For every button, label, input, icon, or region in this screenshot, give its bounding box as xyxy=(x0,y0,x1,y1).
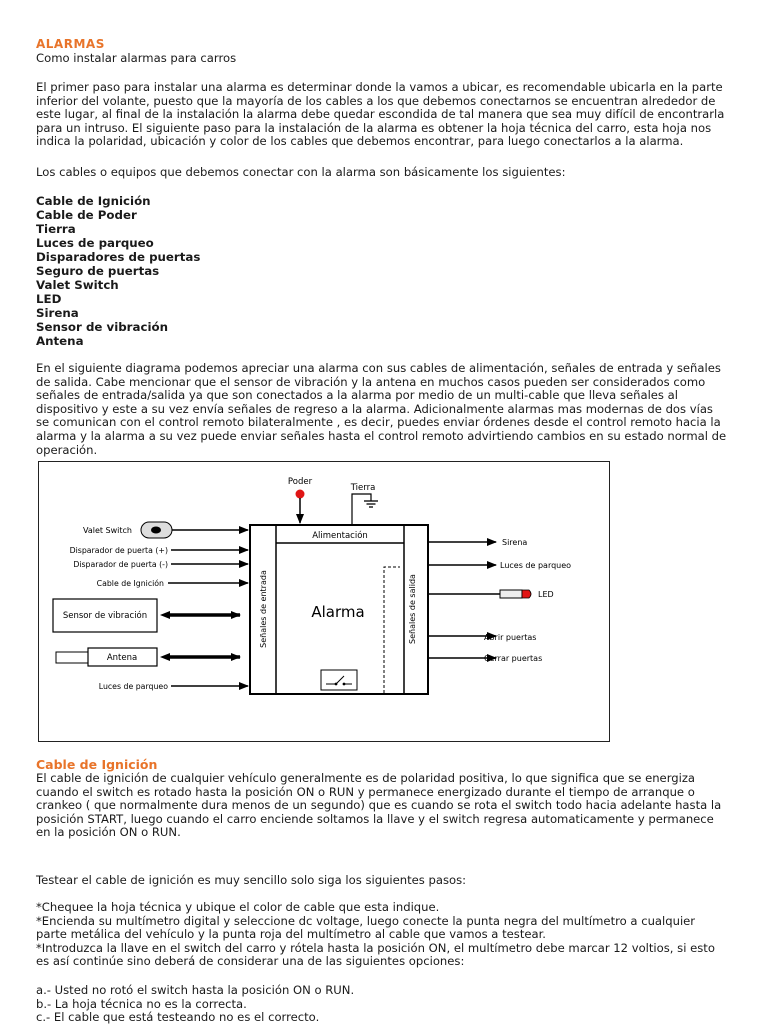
cables-intro: Los cables o equipos que debemos conectar con la alarma son básicamente los siguientes: xyxy=(36,165,566,179)
list-item: Cable de Poder xyxy=(36,208,137,222)
paragraph-line: El cable de ignición de cualquier vehículo generalmente es de polaridad positiva, lo que significa que se energiza xyxy=(36,771,696,785)
list-item: Sirena xyxy=(36,306,79,320)
list-item: Seguro de puertas xyxy=(36,264,160,278)
list-item: Disparadores de puertas xyxy=(36,250,201,264)
luces-output-label: Luces de parqueo xyxy=(500,561,572,570)
alimentacion-label: Alimentación xyxy=(312,531,368,541)
list-item: Luces de parqueo xyxy=(36,236,154,250)
luces-input-label: Luces de parqueo xyxy=(98,682,168,691)
page-title: ALARMAS xyxy=(36,37,105,51)
step-line: *Chequee la hoja técnica y ubique el color de cable que esta indique. xyxy=(36,900,440,914)
list-item: Valet Switch xyxy=(36,278,119,292)
intro-line: indica la polaridad, ubicación y color de los cables que debemos encontrar, para luego conectarlos a la alarma. xyxy=(36,134,684,149)
step-line: parte metálica del vehículo y la punta roja del multímetro al cable que vamos a testear. xyxy=(36,927,546,942)
salida-label: Señales de salida xyxy=(408,574,417,644)
antena-label: Antena xyxy=(106,653,138,663)
cerrar-label: Cerrar puertas xyxy=(484,654,543,663)
diagram-paragraph xyxy=(36,362,736,457)
step-line: *Encienda su multímetro digital y seleccione dc voltage, luego conecte la punta negra del multímetro a cualquier xyxy=(36,913,696,928)
step-line: es así continúe sino deberá de considerar una de las siguientes opciones: xyxy=(36,954,465,969)
options-list xyxy=(36,984,736,1025)
paragraph-line: alarma y la alarma a su vez puede enviar señales hasta el control remoto advirtiendo cambios en su estado normal de xyxy=(36,428,727,443)
intro-line: El primer paso para instalar una alarma es determinar donde la vamos a ubicar, es recomendable ubicarla en la parte xyxy=(36,80,723,94)
disparador-neg-label: Disparador de puerta (-) xyxy=(73,560,168,569)
list-item: Tierra xyxy=(36,222,76,236)
sensor-label: Sensor de vibración xyxy=(62,611,148,621)
list-item: Cable de Ignición xyxy=(36,194,151,208)
page-subtitle: Como instalar alarmas para carros xyxy=(36,51,237,65)
sirena-label: Sirena xyxy=(502,538,528,547)
valet-switch-label: Valet Switch xyxy=(82,526,132,535)
step-line: *Introduzca la llave en el switch del carro y rótela hasta la posición ON, el multímetro debe marcar 12 voltios, si esto xyxy=(36,940,715,955)
relay-switch-icon xyxy=(321,670,357,690)
paragraph-line: posición START, luego cuando el carro enciende soltamos la llave y el switch regresa automaticamente y permanece xyxy=(36,811,714,826)
disparador-pos-label: Disparador de puerta (+) xyxy=(69,546,168,555)
power-icon xyxy=(296,490,305,499)
intro-line: para un intruso. El siguiente paso para la instalación de la alarma es obtener la hoja técnica del carro, esta hoja nos xyxy=(36,120,712,135)
test-intro: Testear el cable de ignición es muy sencillo solo siga los siguientes pasos: xyxy=(36,873,467,887)
led-label: LED xyxy=(538,590,554,599)
list-item: Antena xyxy=(36,334,84,348)
led-icon xyxy=(500,590,531,598)
list-item: LED xyxy=(36,292,62,306)
list-item: Sensor de vibración xyxy=(36,320,168,334)
paragraph-line: cuando el switch es rotado hasta la posición ON o RUN y permanece energizado durante el tiempo de arranque o xyxy=(36,784,695,799)
alarma-label: Alarma xyxy=(311,603,365,621)
tierra-label: Tierra xyxy=(350,483,376,493)
ignicion-input-label: Cable de Ignición xyxy=(96,579,164,588)
paragraph-line: En el siguiente diagrama podemos apreciar una alarma con sus cables de alimentación, señales de entrada y señales xyxy=(36,361,721,375)
abrir-label: Abrir puertas xyxy=(484,633,537,642)
intro-paragraph xyxy=(36,81,736,149)
paragraph-line: señales de entrada/salida ya que son conectados a la alarma por medio de un multi-cable que lleva señales al xyxy=(36,388,678,403)
ignicion-paragraph xyxy=(36,772,736,840)
test-steps xyxy=(36,901,736,969)
list-item: c.- El cable que está testeando no es el correcto. xyxy=(36,1010,320,1025)
intro-line: inferior del volante, puesto que la mayoría de los cables a los que debemos conectarnos se encuentran alrededor de xyxy=(36,93,716,108)
paragraph-line: operación. xyxy=(36,442,98,457)
cables-list xyxy=(36,194,736,348)
section-title-ignicion: Cable de Ignición xyxy=(36,757,158,772)
paragraph-line: en la posición ON o RUN. xyxy=(36,825,181,840)
list-item: b.- La hoja técnica no es la correcta. xyxy=(36,996,247,1011)
paragraph-line: se comunican con el control remoto bilateralmente , es decir, puedes enviar órdenes desde el control remoto hacia la xyxy=(36,415,721,430)
paragraph-line: dispositivo y este a su vez envía señales de regreso a la alarma. Adicionalmente alarmas mas modernas de dos vías xyxy=(36,401,713,416)
alarm-wiring-diagram xyxy=(38,461,610,742)
poder-label: Poder xyxy=(287,477,313,487)
entrada-label: Señales de entrada xyxy=(259,570,268,648)
paragraph-line: de salida. Cabe mencionar que el sensor de vibración y la antena en muchos casos pueden ser considerados como xyxy=(36,374,706,389)
paragraph-line: crankeo ( que normalmente dura menos de un segundo) que es cuando se rota el switch todo hacia adelante hasta la xyxy=(36,798,722,813)
antenna-icon xyxy=(56,652,88,663)
intro-line: este lugar, al final de la instalación la alarma debe quedar escondida de tal manera que sea muy difícil de encontrarla xyxy=(36,107,725,122)
list-item: a.- Usted no rotó el switch hasta la posición ON o RUN. xyxy=(36,983,355,997)
